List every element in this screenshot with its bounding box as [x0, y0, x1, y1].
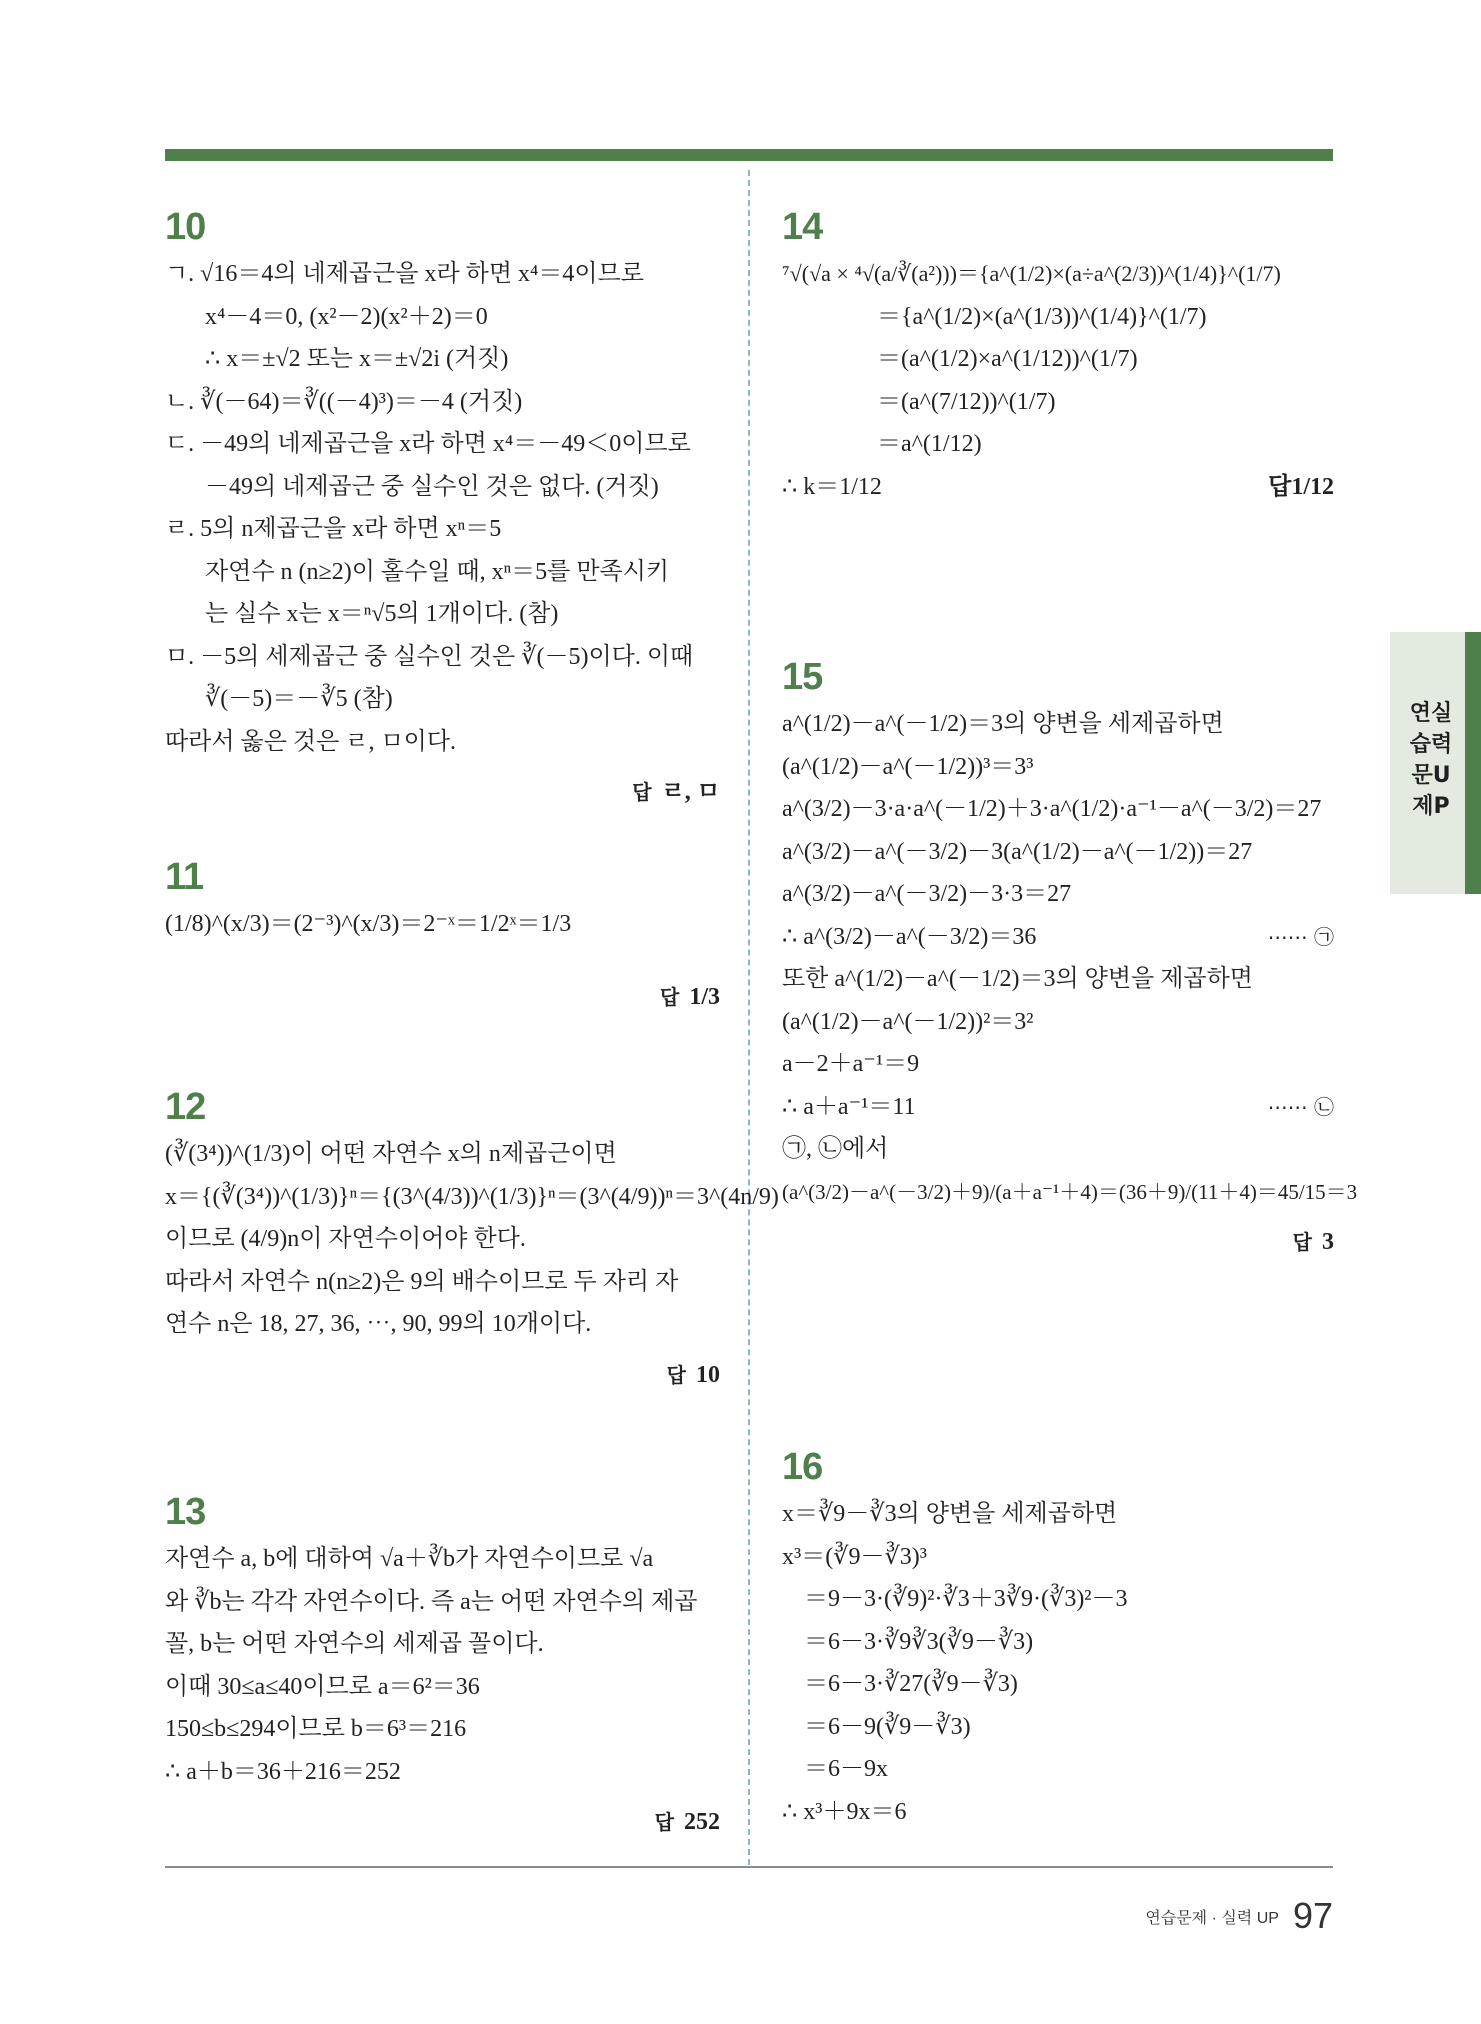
solution-line: a^(3/2)－a^(－3/2)－3(a^(1/2)－a^(－1/2))＝27 — [782, 838, 1253, 865]
answer — [1268, 466, 1334, 509]
problem-number: 14 — [782, 206, 823, 248]
problem-10 — [165, 205, 720, 813]
header-bar — [165, 149, 1333, 161]
answer-label: 답 — [660, 984, 680, 1009]
answer-value: 1/3 — [689, 983, 720, 1010]
solution-line: (a^(3/2)－a^(－3/2)＋9)/(a＋a⁻¹＋4)＝(36＋9)/(11＋4)＝45/15＝3 — [782, 1179, 1358, 1204]
solution-line: x＝∛9－∛3의 양변을 세제곱하면 — [782, 1501, 1118, 1527]
solution-line: 자연수 a, b에 대하여 √a＋∛b가 자연수이므로 √a — [165, 1546, 654, 1572]
column-divider — [748, 170, 750, 1865]
solution-line: ∴ a＋b＝36＋216＝252 — [165, 1758, 401, 1785]
solution-text: ∴ a＋a⁻¹＝11 — [782, 1093, 916, 1120]
solution-line: x³＝(∛9－∛3)³ — [782, 1543, 927, 1570]
solution-line: (a^(1/2)－a^(－1/2))²＝3² — [782, 1008, 1034, 1035]
answer-value: ㄹ, ㅁ — [661, 779, 720, 805]
solution-line: x＝{(∛(3⁴))^(1/3)}ⁿ＝{(3^(4/3))^(1/3)}ⁿ＝(3^(4/9))ⁿ＝3^(4n/9) — [165, 1183, 779, 1210]
solution-line: ∴ x＝±√2 또는 x＝±√2i (거짓) — [205, 346, 509, 372]
solution-line: ㄴ. ∛(－64)＝∛((－4)³)＝－4 (거짓) — [165, 388, 523, 415]
solution-line: －49의 네제곱근 중 실수인 것은 없다. (거짓) — [205, 473, 659, 500]
solution-line — [782, 1086, 1334, 1129]
answer — [782, 1221, 1334, 1263]
solution-line: ＝9－3·(∛9)²·∛3＋3∛9·(∛3)²－3 — [804, 1586, 1128, 1612]
page-footer — [1145, 1895, 1333, 1937]
solution-line: ＝6－3·∛27(∛9－∛3) — [804, 1671, 1018, 1697]
solution-line: 이때 30≤a≤40이므로 a＝6²＝36 — [165, 1673, 480, 1700]
side-tab-label: 연실 습력 문U 제P — [1409, 701, 1453, 819]
solution-line: ＝(a^(7/12))^(1/7) — [877, 388, 1056, 415]
solution-line: ㄱ. √16＝4의 네제곱근을 x라 하면 x⁴＝4이므로 — [165, 261, 644, 287]
solution-line: a^(3/2)－a^(－3/2)－3·3＝27 — [782, 881, 1072, 907]
footer-rule — [165, 1866, 1333, 1868]
answer-value: 1/12 — [1291, 473, 1334, 500]
solution-line: 는 실수 x는 x＝ⁿ√5의 1개이다. (참) — [205, 601, 559, 627]
solution-line: ＝a^(1/12) — [877, 431, 982, 457]
side-tab-edge — [1465, 632, 1481, 894]
equation-marker: ⋯⋯ ㉡ — [1267, 1094, 1334, 1119]
solution-line: ＝6－9x — [804, 1756, 888, 1782]
answer-value: 252 — [684, 1809, 720, 1835]
solution-line: ⁷√(√a × ⁴√(a/∛(a²)))＝{a^(1/2)×(a÷a^(2/3))^(1/4)}^(1/7) — [782, 261, 1281, 286]
problem-13 — [165, 1490, 720, 1843]
solution-line: ㅁ. －5의 세제곱근 중 실수인 것은 ∛(－5)이다. 이때 — [165, 643, 694, 670]
solution-line: x⁴－4＝0, (x²－2)(x²＋2)＝0 — [205, 303, 488, 330]
solution-line: ＝(a^(1/2)×a^(1/12))^(1/7) — [877, 346, 1138, 372]
answer — [165, 1801, 720, 1843]
answer-label: 답 — [1292, 1230, 1312, 1254]
answer-label: 답 — [654, 1810, 674, 1834]
solution-line: ∛(－5)＝－∛5 (참) — [205, 686, 393, 712]
problem-number: 10 — [165, 206, 206, 248]
answer-label: 답 — [1268, 473, 1292, 500]
solution-line: 자연수 n (n≥2)이 홀수일 때, xⁿ＝5를 만족시키 — [205, 558, 670, 585]
problem-number: 16 — [782, 1446, 823, 1488]
solution-line: 따라서 옳은 것은 ㄹ, ㅁ이다. — [165, 728, 457, 755]
answer-value: 3 — [1322, 1229, 1334, 1255]
solution-line: 와 ∛b는 각각 자연수이다. 즉 a는 어떤 자연수의 제곱 — [165, 1588, 698, 1615]
answer-label: 답 — [632, 780, 652, 804]
solution-line: (1/8)^(x/3)＝(2⁻³)^(x/3)＝2⁻ˣ＝1/2ˣ＝1/3 — [165, 911, 572, 937]
solution-line: 따라서 자연수 n(n≥2)은 9의 배수이므로 두 자리 자 — [165, 1268, 679, 1295]
solution-line: 이므로 (4/9)n이 자연수이어야 한다. — [165, 1226, 526, 1252]
answer-value: 10 — [696, 1361, 720, 1388]
footer-section-title: 연습문제 · 실력 UP — [1145, 1909, 1279, 1927]
solution-line: ㄷ. －49의 네제곱근을 x라 하면 x⁴＝－49＜0이므로 — [165, 431, 691, 457]
solution-line: 연수 n은 18, 27, 36, ⋯, 90, 99의 10개이다. — [165, 1311, 592, 1337]
section-side-tab — [1390, 632, 1481, 894]
problem-number: 12 — [165, 1086, 206, 1128]
solution-line: ＝6－9(∛9－∛3) — [804, 1713, 971, 1740]
solution-line: (∛(3⁴))^(1/3)이 어떤 자연수 x의 n제곱근이면 — [165, 1141, 617, 1167]
page-number: 97 — [1292, 1895, 1333, 1936]
solution-line: 꼴, b는 어떤 자연수의 세제곱 꼴이다. — [165, 1631, 544, 1657]
solution-line — [782, 466, 1334, 509]
answer — [165, 976, 720, 1018]
answer-label: 답 — [666, 1362, 686, 1387]
problem-14 — [782, 205, 1334, 508]
problem-11 — [165, 855, 720, 1018]
solution-line: ＝6－3·∛9∛3(∛9－∛3) — [804, 1628, 1034, 1655]
solution-line: ㉠, ㉡에서 — [782, 1136, 889, 1162]
problem-number: 15 — [782, 656, 823, 698]
solution-line — [782, 916, 1334, 959]
solution-line: ＝{a^(1/2)×(a^(1/3))^(1/4)}^(1/7) — [877, 303, 1207, 330]
solution-line: 또한 a^(1/2)－a^(－1/2)＝3의 양변을 제곱하면 — [782, 966, 1253, 992]
solution-text: ∴ a^(3/2)－a^(－3/2)＝36 — [782, 923, 1037, 950]
answer — [165, 771, 720, 813]
solution-line: ㄹ. 5의 n제곱근을 x라 하면 xⁿ＝5 — [165, 516, 502, 542]
equation-marker: ⋯⋯ ㉠ — [1267, 924, 1334, 949]
solution-line: 150≤b≤294이므로 b＝6³＝216 — [165, 1716, 467, 1742]
problem-15 — [782, 655, 1358, 1263]
solution-text: ∴ k＝1/12 — [782, 473, 882, 500]
problem-16 — [782, 1445, 1334, 1833]
solution-line: (a^(1/2)－a^(－1/2))³＝3³ — [782, 753, 1034, 780]
problem-number: 13 — [165, 1491, 206, 1533]
problem-12 — [165, 1085, 779, 1396]
solution-line: a^(1/2)－a^(－1/2)＝3의 양변을 세제곱하면 — [782, 711, 1224, 737]
solution-line: ∴ x³＋9x＝6 — [782, 1798, 907, 1825]
answer — [165, 1354, 720, 1396]
problem-number: 11 — [165, 856, 204, 898]
solution-line: a^(3/2)－3·a·a^(－1/2)＋3·a^(1/2)·a⁻¹－a^(－3/2)＝27 — [782, 796, 1322, 822]
solution-line: a－2＋a⁻¹＝9 — [782, 1051, 920, 1077]
